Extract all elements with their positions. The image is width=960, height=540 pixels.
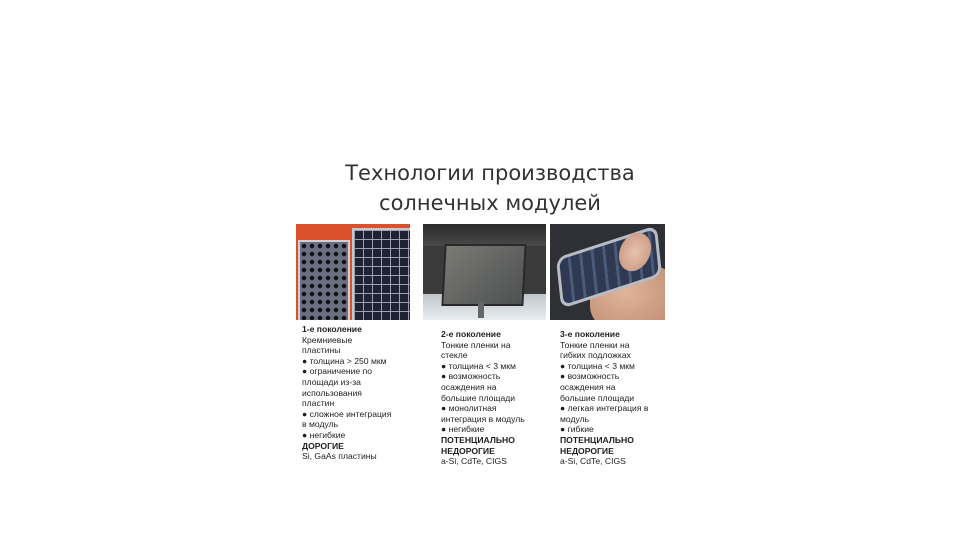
generation-line: ● гибкие xyxy=(560,424,594,435)
generation-line: ● легкая интеграция в xyxy=(560,403,649,414)
generation-line: пластин xyxy=(302,398,335,409)
slide-title-line2: солнечных модулей xyxy=(379,191,601,215)
generation-3-text xyxy=(560,329,680,467)
generation-line: Si, GaAs пластины xyxy=(302,451,377,462)
module-stand xyxy=(478,302,484,318)
generation-line: использования xyxy=(302,387,362,398)
thin-film-glass-module-photo xyxy=(423,224,546,320)
poly-silicon-panel xyxy=(298,240,350,320)
generation-line: Тонкие пленки на xyxy=(441,339,511,350)
generation-line: a-Si, CdTe, CIGS xyxy=(441,456,507,467)
generation-line: ● ограничение по xyxy=(302,366,373,377)
generation-line: 2-е поколение xyxy=(441,329,501,339)
generation-line: Тонкие пленки на xyxy=(560,339,630,350)
generation-line: ● толщина < 3 мкм xyxy=(441,360,516,371)
generation-line: ● толщина > 250 мкм xyxy=(302,355,387,366)
mono-silicon-panel xyxy=(352,228,410,320)
thin-film-module xyxy=(441,244,526,306)
generation-line: площади из-за xyxy=(302,376,361,387)
generation-line: НЕДОРОГИЕ xyxy=(560,445,614,456)
generation-1-text xyxy=(302,324,422,462)
generation-line: ● возможность xyxy=(441,371,501,382)
generation-line: в модуль xyxy=(302,419,339,430)
silicon-wafer-solar-panels-photo xyxy=(296,224,410,320)
generation-line: ● толщина < 3 мкм xyxy=(560,360,635,371)
photo-background xyxy=(423,224,546,246)
generation-line: ● возможность xyxy=(560,371,620,382)
generation-line: осаждения на xyxy=(441,381,497,392)
generation-line: большие площади xyxy=(560,392,635,403)
generation-line: интеграция в модуль xyxy=(441,413,525,424)
generation-line: гибких подложках xyxy=(560,350,631,361)
generation-line: ДОРОГИЕ xyxy=(302,440,344,451)
generation-line: пластины xyxy=(302,345,341,356)
generation-line: НЕДОРОГИЕ xyxy=(441,445,495,456)
generation-line: ● негибкие xyxy=(302,429,346,440)
slide-title-line1: Технологии производства xyxy=(345,161,635,185)
generation-line: осаждения на xyxy=(560,381,616,392)
generation-line: 1-е поколение xyxy=(302,324,362,334)
generation-2-text xyxy=(441,329,549,467)
generation-line: ПОТЕНЦИАЛЬНО xyxy=(441,434,515,445)
generation-line: ● негибкие xyxy=(441,424,485,435)
generation-line: стекле xyxy=(441,350,468,361)
generation-line: 3-е поколение xyxy=(560,329,620,339)
generation-line: большие площади xyxy=(441,392,516,403)
slide-title xyxy=(300,158,680,218)
generation-line: модуль xyxy=(560,413,590,424)
generation-line: Кремниевые xyxy=(302,334,353,345)
generation-line: ● монолитная xyxy=(441,403,497,414)
generation-line: ● сложное интеграция xyxy=(302,408,392,419)
generation-line: ПОТЕНЦИАЛЬНО xyxy=(560,434,634,445)
generation-line: a-Si, CdTe, CIGS xyxy=(560,456,626,467)
flexible-thin-film-photo xyxy=(550,224,665,320)
